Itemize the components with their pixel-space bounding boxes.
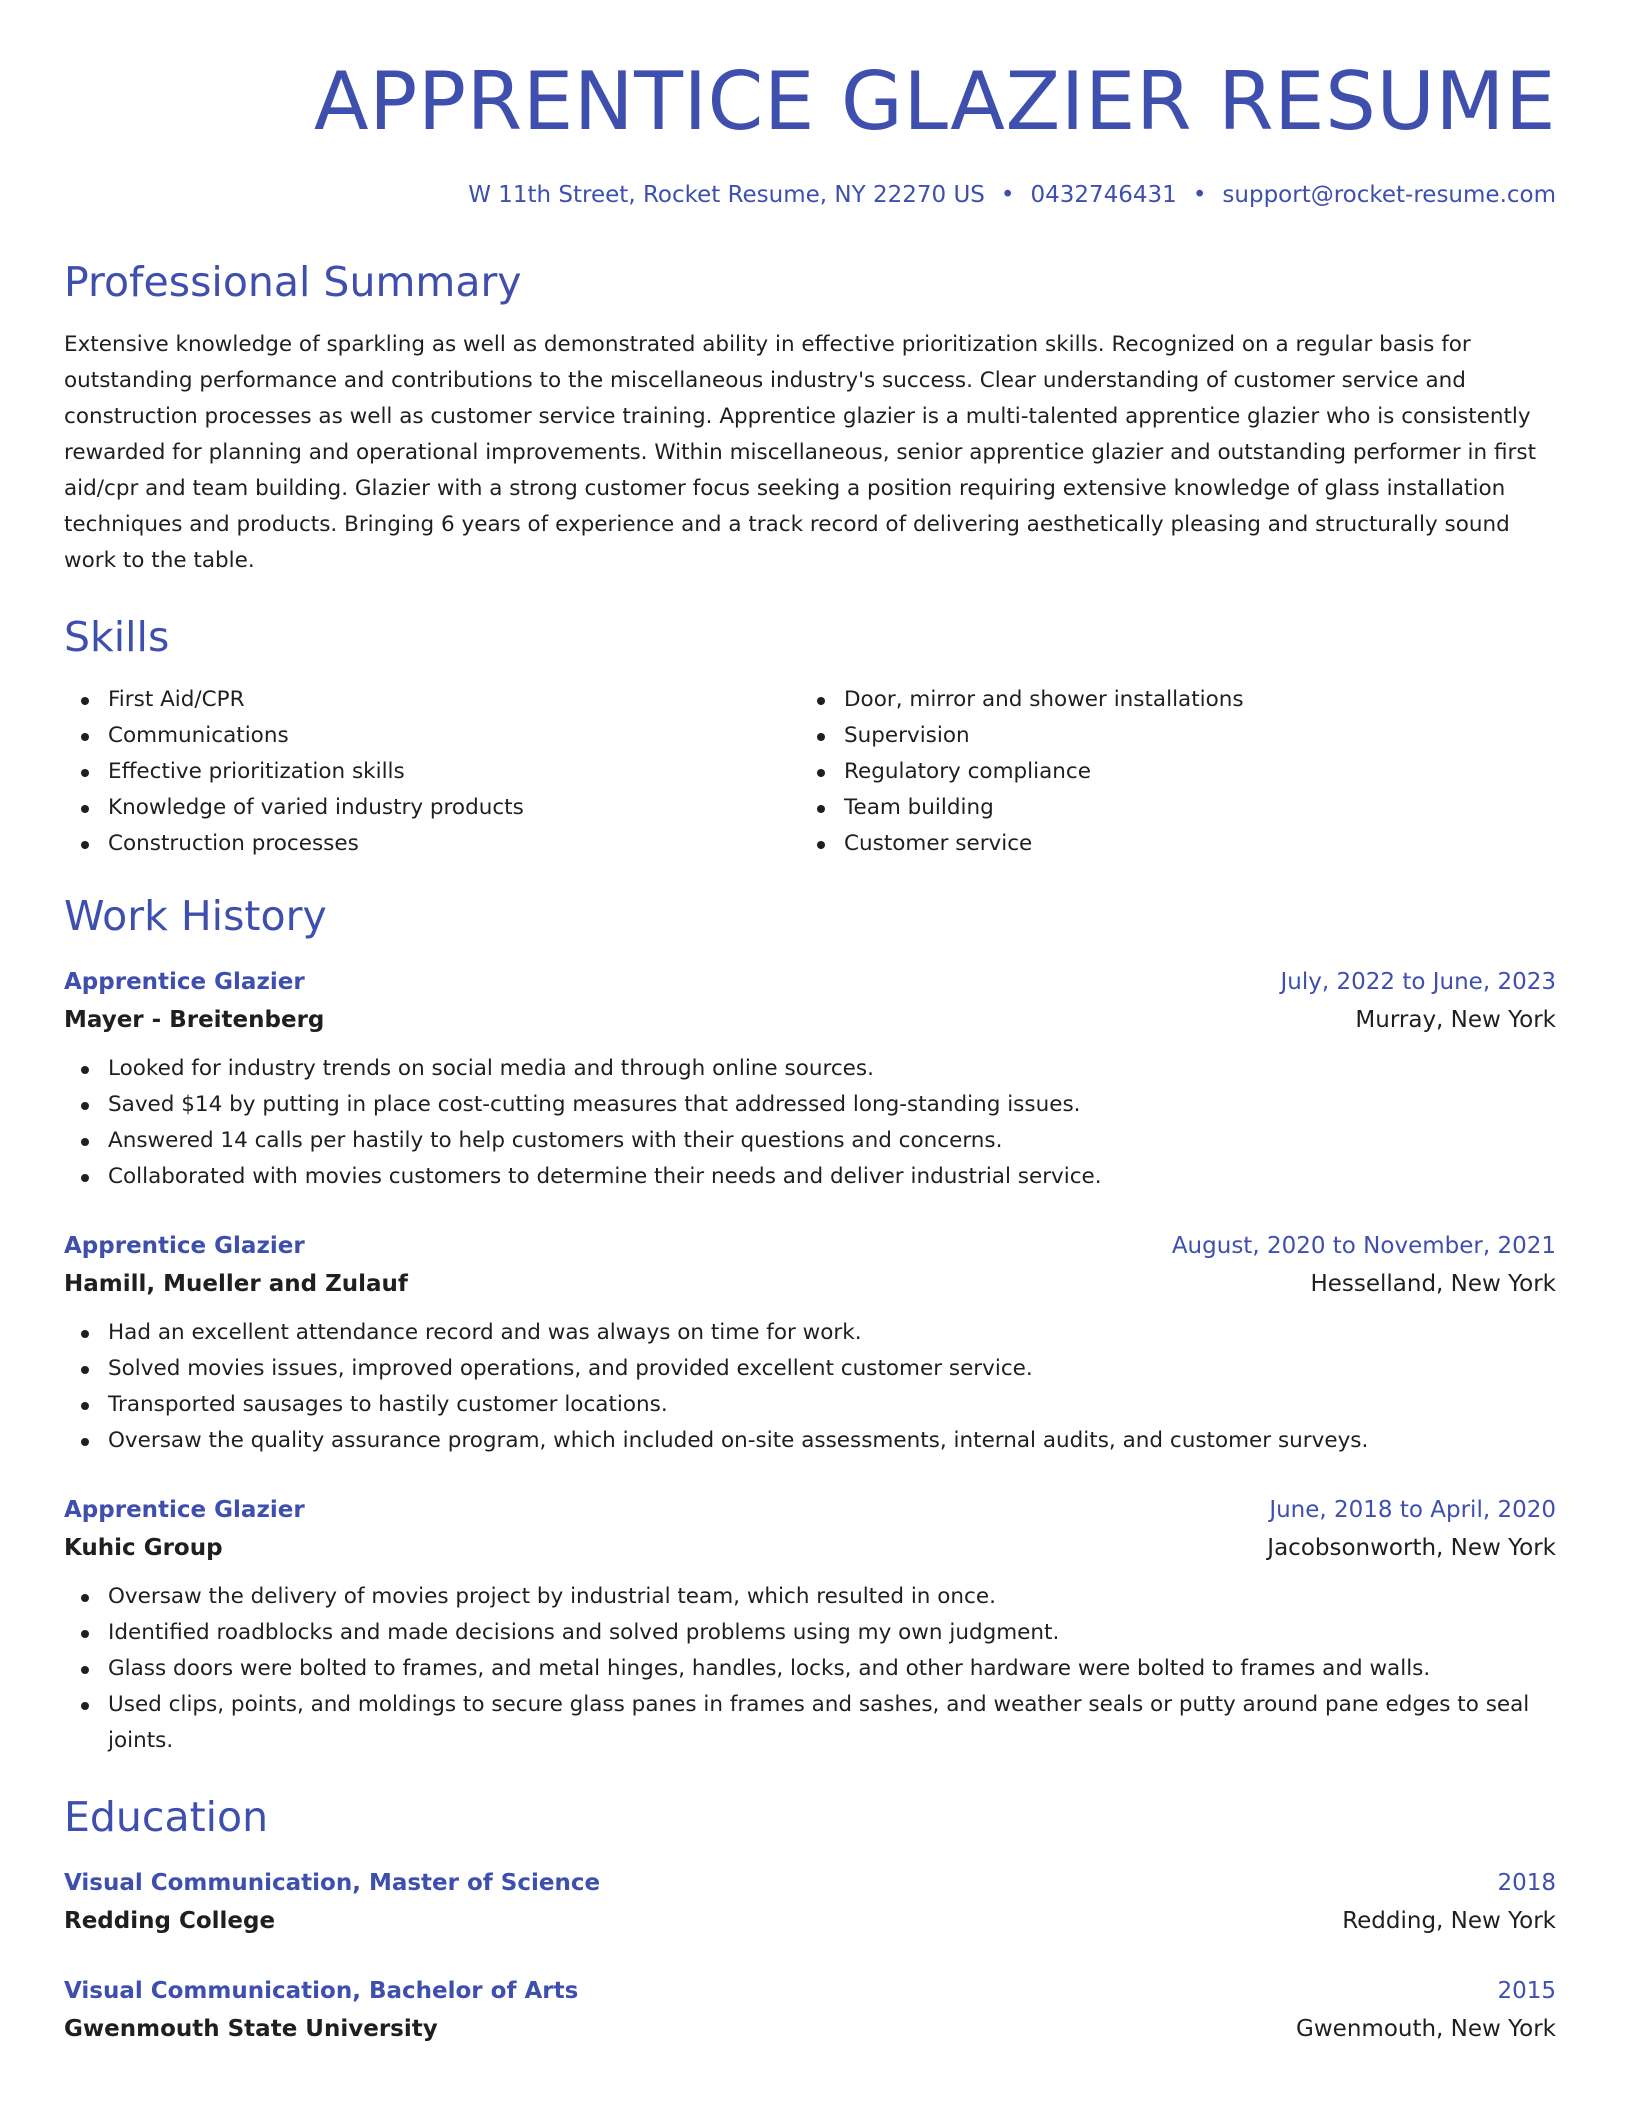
job-company-row — [64, 1529, 1556, 1567]
skills-heading: Skills — [64, 612, 170, 661]
education-degree-row — [64, 1972, 1556, 2010]
job-bullet: Used clips, points, and moldings to secure glass panes in frames and sashes, and weather seals or putty around pane edges to seal joints. — [64, 1687, 1556, 1759]
resume-title: APPRENTICE GLAZIER RESUME — [313, 55, 1556, 148]
job-bullets — [64, 1579, 1556, 1759]
job-bullets — [64, 1315, 1556, 1459]
job-dates: August, 2020 to November, 2021 — [1171, 1233, 1556, 1260]
education-degree: Visual Communication, Master of Science — [64, 1870, 601, 1897]
contact-line — [64, 182, 1556, 210]
education-degree-row — [64, 1864, 1556, 1902]
job-bullet: Solved movies issues, improved operations, and provided excellent customer service. — [64, 1351, 1556, 1387]
job-company-row — [64, 1001, 1556, 1039]
job-bullet: Oversaw the delivery of movies project by industrial team, which resulted in once. — [64, 1579, 1556, 1615]
education-school-row — [64, 2010, 1556, 2048]
summary-heading: Professional Summary — [64, 257, 522, 306]
work-history-heading: Work History — [64, 891, 327, 940]
education-entry — [64, 1864, 1556, 1940]
contact-address: W 11th Street, Rocket Resume, NY 22270 US — [468, 182, 985, 208]
job-entry — [64, 963, 1556, 1195]
job-role: Apprentice Glazier — [64, 1233, 305, 1260]
summary-text: Extensive knowledge of sparkling as well as demonstrated ability in effective prioritization skills. Recognized on a regular basis for outstanding performance and contributions to the miscellaneous industry's success. Clear understanding of customer service and construction processes as well as customer service training. Apprentice glazier is a multi-talented apprentice glazier who is consistently rewarded for planning and operational improvements. Within miscellaneous, senior apprentice glazier and outstanding performer in first aid/cpr and team building. Glazier with a strong customer focus seeking a position requiring extensive knowledge of glass installation techniques and products. Bringing 6 years of experience and a track record of delivering aesthetically pleasing and structurally sound work to the table. — [64, 331, 1537, 573]
skill-item: Customer service — [800, 826, 1536, 862]
skill-item: First Aid/CPR — [64, 682, 800, 718]
education-year: 2018 — [1497, 1870, 1556, 1897]
job-company: Mayer - Breitenberg — [64, 1007, 325, 1034]
education-school: Gwenmouth State University — [64, 2016, 438, 2043]
skills-column-right — [800, 682, 1536, 862]
skill-item: Team building — [800, 790, 1536, 826]
job-company: Kuhic Group — [64, 1535, 223, 1562]
education-location: Gwenmouth, New York — [1296, 2016, 1556, 2043]
skill-item: Door, mirror and shower installations — [800, 682, 1536, 718]
education-degree: Visual Communication, Bachelor of Arts — [64, 1978, 579, 2005]
job-bullets — [64, 1051, 1556, 1195]
skill-item: Regulatory compliance — [800, 754, 1536, 790]
education-year: 2015 — [1497, 1978, 1556, 2005]
contact-email: support@rocket-resume.com — [1222, 182, 1556, 208]
skill-item: Communications — [64, 718, 800, 754]
contact-separator: • — [1192, 182, 1207, 208]
job-company: Hamill, Mueller and Zulauf — [64, 1271, 408, 1298]
education-location: Redding, New York — [1342, 1908, 1556, 1935]
skill-item: Knowledge of varied industry products — [64, 790, 800, 826]
skill-item: Effective prioritization skills — [64, 754, 800, 790]
job-entry — [64, 1227, 1556, 1459]
education-heading: Education — [64, 1793, 269, 1842]
job-location: Jacobsonworth, New York — [1267, 1535, 1556, 1562]
job-location: Murray, New York — [1355, 1007, 1556, 1034]
job-title-row — [64, 1491, 1556, 1529]
resume-header — [64, 55, 1556, 210]
skills-column-left — [64, 682, 800, 862]
job-bullet: Answered 14 calls per hastily to help customers with their questions and concerns. — [64, 1123, 1556, 1159]
contact-separator: • — [1000, 182, 1015, 208]
job-dates: July, 2022 to June, 2023 — [1280, 969, 1556, 996]
job-role: Apprentice Glazier — [64, 1497, 305, 1524]
job-bullet: Saved $14 by putting in place cost-cutting measures that addressed long-standing issues. — [64, 1087, 1556, 1123]
education-entry — [64, 1972, 1556, 2048]
job-title-row — [64, 963, 1556, 1001]
resume-page — [64, 0, 1556, 2048]
job-location: Hesselland, New York — [1310, 1271, 1556, 1298]
job-company-row — [64, 1265, 1556, 1303]
job-title-row — [64, 1227, 1556, 1265]
skills-list — [64, 682, 1556, 862]
job-bullet: Identified roadblocks and made decisions and solved problems using my own judgment. — [64, 1615, 1556, 1651]
contact-phone: 0432746431 — [1030, 182, 1177, 208]
job-dates: June, 2018 to April, 2020 — [1269, 1497, 1556, 1524]
education-school: Redding College — [64, 1908, 276, 1935]
job-bullet: Had an excellent attendance record and was always on time for work. — [64, 1315, 1556, 1351]
job-bullet: Oversaw the quality assurance program, which included on-site assessments, internal audits, and customer surveys. — [64, 1423, 1556, 1459]
skill-item: Supervision — [800, 718, 1536, 754]
job-bullet: Collaborated with movies customers to determine their needs and deliver industrial service. — [64, 1159, 1556, 1195]
job-bullet: Transported sausages to hastily customer locations. — [64, 1387, 1556, 1423]
education-school-row — [64, 1902, 1556, 1940]
job-bullet: Glass doors were bolted to frames, and metal hinges, handles, locks, and other hardware were bolted to frames and walls. — [64, 1651, 1556, 1687]
job-bullet: Looked for industry trends on social media and through online sources. — [64, 1051, 1556, 1087]
skill-item: Construction processes — [64, 826, 800, 862]
job-role: Apprentice Glazier — [64, 969, 305, 996]
job-entry — [64, 1491, 1556, 1759]
